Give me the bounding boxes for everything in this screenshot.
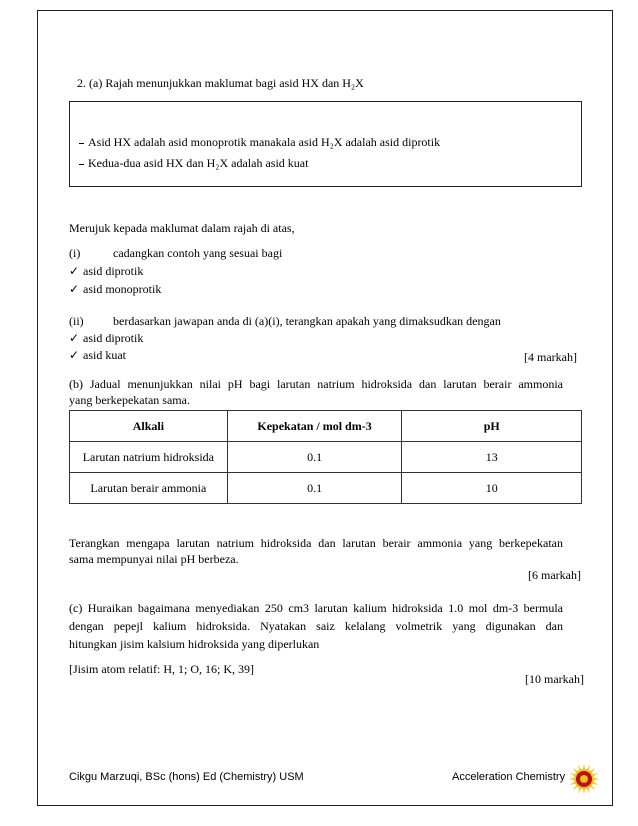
check-icon: ✓ <box>69 331 80 345</box>
bullet-mark <box>79 143 84 144</box>
atomic-mass-note: [Jisim atom relatif: H, 1; O, 16; K, 39] <box>69 662 254 676</box>
table-header-row <box>70 411 582 442</box>
list-item: ✓ asid monoprotik <box>69 282 162 296</box>
table-header: Kepekatan / mol dm-3 <box>227 411 402 442</box>
check-icon: ✓ <box>69 264 80 278</box>
ph-table <box>69 410 582 504</box>
marks-label: [10 markah] <box>525 672 584 686</box>
list-item: ✓ asid diprotik <box>69 264 144 278</box>
question-2c-line-1: (c) Huraikan bagaimana menyediakan 250 cm3 larutan kalium hidroksida 1.0 mol dm-3 bermula <box>69 601 563 615</box>
question-2c-line-3: hitungkan jisim kalsium hidroksida yang diperlukan <box>69 637 320 651</box>
part-i-text: cadangkan contoh yang sesuai bagi <box>113 246 283 260</box>
table-cell: Larutan natrium hidroksida <box>70 442 228 473</box>
check-icon: ✓ <box>69 348 80 362</box>
list-item: ✓ asid kuat <box>69 348 126 362</box>
table-cell: 0.1 <box>227 442 402 473</box>
marks-label: [4 markah] <box>524 350 577 364</box>
refer-text: Merujuk kepada maklumat dalam rajah di atas, <box>69 221 295 235</box>
info-line-1: Asid HX adalah asid monoprotik manakala asid H₂X adalah asid diprotik <box>88 135 441 149</box>
footer-author: Cikgu Marzuqi, BSc (hons) Ed (Chemistry) USM <box>69 771 304 783</box>
question-2b-explain-1: Terangkan mengapa larutan natrium hidroksida dan larutan berair ammonia yang berkepekatan <box>69 536 563 550</box>
footer-title: Acceleration Chemistry <box>452 771 566 783</box>
question-2c-line-2: dengan pepejl kalium hidroksida. Nyatakan saiz kelalang volmetrik yang digunakan dan <box>69 619 563 633</box>
check-icon: ✓ <box>69 282 80 296</box>
table-cell: 10 <box>402 473 582 504</box>
marks-label: [6 markah] <box>528 568 581 582</box>
part-ii-number: (ii) <box>69 314 84 328</box>
info-line-2: Kedua-dua asid HX dan H₂X adalah asid kuat <box>88 156 309 170</box>
question-2b-line-2: yang berkepekatan sama. <box>69 393 190 407</box>
crest-logo-icon <box>567 762 601 796</box>
list-item: ✓ asid diprotik <box>69 331 144 345</box>
question-2a-title: 2. (a) Rajah menunjukkan maklumat bagi asid HX dan H₂X <box>77 76 364 90</box>
bullet-mark <box>79 164 84 165</box>
question-2b-explain-2: sama mempunyai nilai pH berbeza. <box>69 552 239 566</box>
table-header: pH <box>402 411 582 442</box>
table-row <box>70 473 582 504</box>
question-2b-line-1: (b) Jadual menunjukkan nilai pH bagi larutan natrium hidroksida dan larutan berair ammonia <box>69 377 563 391</box>
part-ii-text: berdasarkan jawapan anda di (a)(i), terangkan apakah yang dimaksudkan dengan <box>113 314 501 328</box>
table-cell: 0.1 <box>227 473 402 504</box>
table-row <box>70 442 582 473</box>
table-cell: 13 <box>402 442 582 473</box>
part-i-number: (i) <box>69 246 81 260</box>
table-cell: Larutan berair ammonia <box>70 473 228 504</box>
table-header: Alkali <box>70 411 228 442</box>
